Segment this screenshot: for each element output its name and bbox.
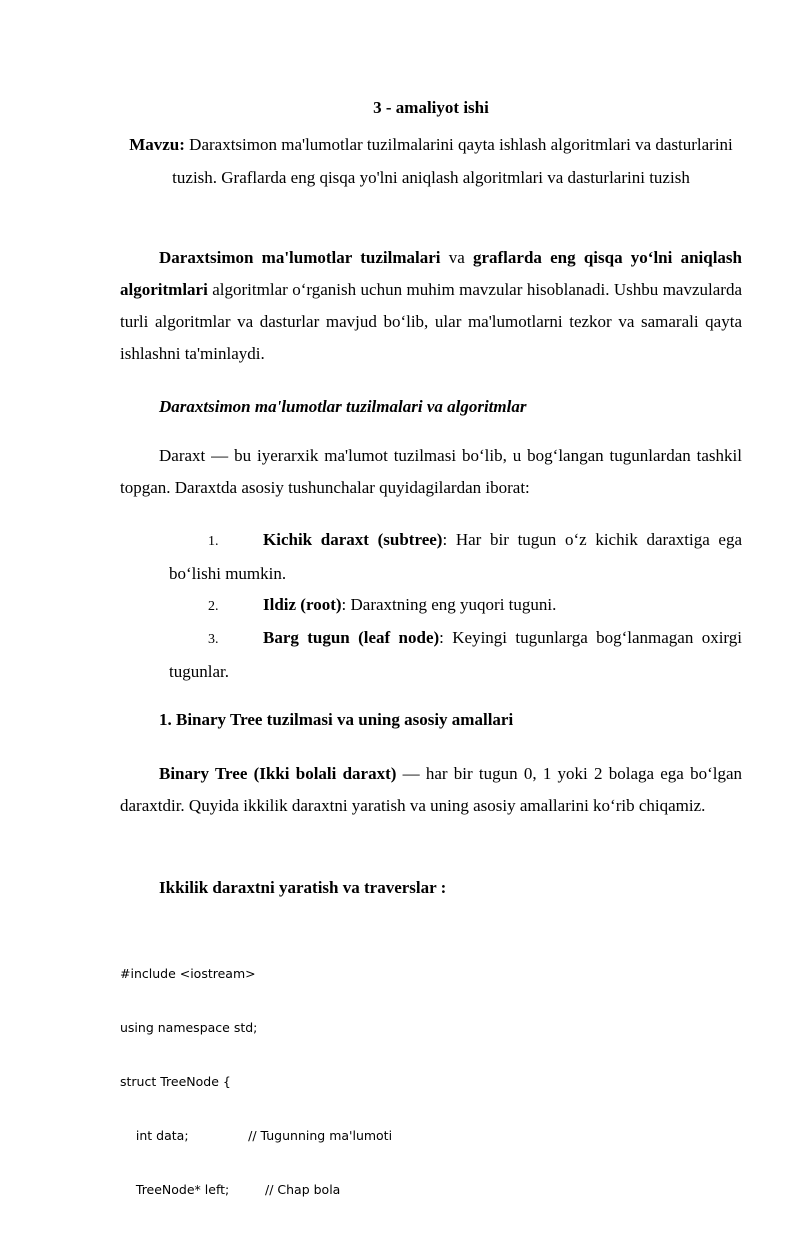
intro-rest: algoritmlar o‘rganish uchun muhim mavzular hisoblanadi. Ushbu mavzularda turli algoritmlar va dasturlar mavjud bo‘lib, ular ma'lumotlarni tezkor va samarali qayta ishlashni ta'minlaydi. xyxy=(120,280,742,363)
list-term: Barg tugun (leaf node) xyxy=(263,628,440,647)
list-item xyxy=(169,524,742,590)
binary-paragraph xyxy=(120,758,742,822)
code-block xyxy=(120,929,720,1235)
binary-rest: — har bir tugun 0, 1 yoki 2 bolaga ega bo‘lgan daraxtdir. Quyida ikkilik daraxtni yaratish va uning asosiy amallarini ko‘rib chiqamiz. xyxy=(120,764,742,815)
binary-bold: Binary Tree (Ikki bolali daraxt) xyxy=(159,764,397,783)
code-line: using namespace std; xyxy=(120,1020,258,1035)
topic-label: Mavzu: xyxy=(129,135,185,154)
list-item xyxy=(169,622,742,688)
code-line: TreeNode* left; // Chap bola xyxy=(120,1182,341,1197)
code-line: int data; // Tugunning ma'lumoti xyxy=(120,1128,393,1143)
list-desc: : Keyingi tugunlarga bog‘lanmagan oxirgi tugunlar. xyxy=(169,628,742,681)
list-term: Kichik daraxt (subtree) xyxy=(263,530,443,549)
page-title: 3 - amaliyot ishi xyxy=(373,98,489,117)
code-line: #include <iostream> xyxy=(120,966,256,981)
code-line: struct TreeNode { xyxy=(120,1074,231,1089)
list-desc: : Daraxtning eng yuqori tuguni. xyxy=(341,595,557,614)
intro-mid: va xyxy=(440,248,473,267)
list-number: 2. xyxy=(208,599,219,614)
list-desc: : Har bir tugun o‘z kichik daraxtiga ega bo‘lishi mumkin. xyxy=(169,530,742,583)
section-heading-italic: Daraxtsimon ma'lumotlar tuzilmalari va algoritmlar xyxy=(159,397,527,416)
intro-bold-2: graflarda eng qisqa yo‘lni aniqlash algoritmlari xyxy=(120,248,743,299)
list-number: 1. xyxy=(208,534,219,549)
intro-paragraph xyxy=(120,242,742,370)
heading-binary-tree: 1. Binary Tree tuzilmasi va uning asosiy amallari xyxy=(159,710,514,729)
heading-traversal: Ikkilik daraxtni yaratish va traverslar : xyxy=(159,878,447,897)
topic-text: Daraxtsimon ma'lumotlar tuzilmalarini qayta ishlash algoritmlari va dasturlarini tuzish. Graflarda eng qisqa yo'lni aniqlash algoritmlari va dasturlarini tuzish xyxy=(172,135,733,187)
intro-bold-1: Daraxtsimon ma'lumotlar tuzilmalari xyxy=(159,248,441,267)
list-term: Ildiz (root) xyxy=(263,595,342,614)
list-item xyxy=(169,589,742,623)
topic-paragraph xyxy=(120,128,742,194)
tree-paragraph: Daraxt — bu iyerarxik ma'lumot tuzilmasi bo‘lib, u bog‘langan tugunlardan tashkil topgan. Daraxtda asosiy tushunchalar quyidagilardan iborat: xyxy=(120,446,742,497)
list-number: 3. xyxy=(208,632,219,647)
